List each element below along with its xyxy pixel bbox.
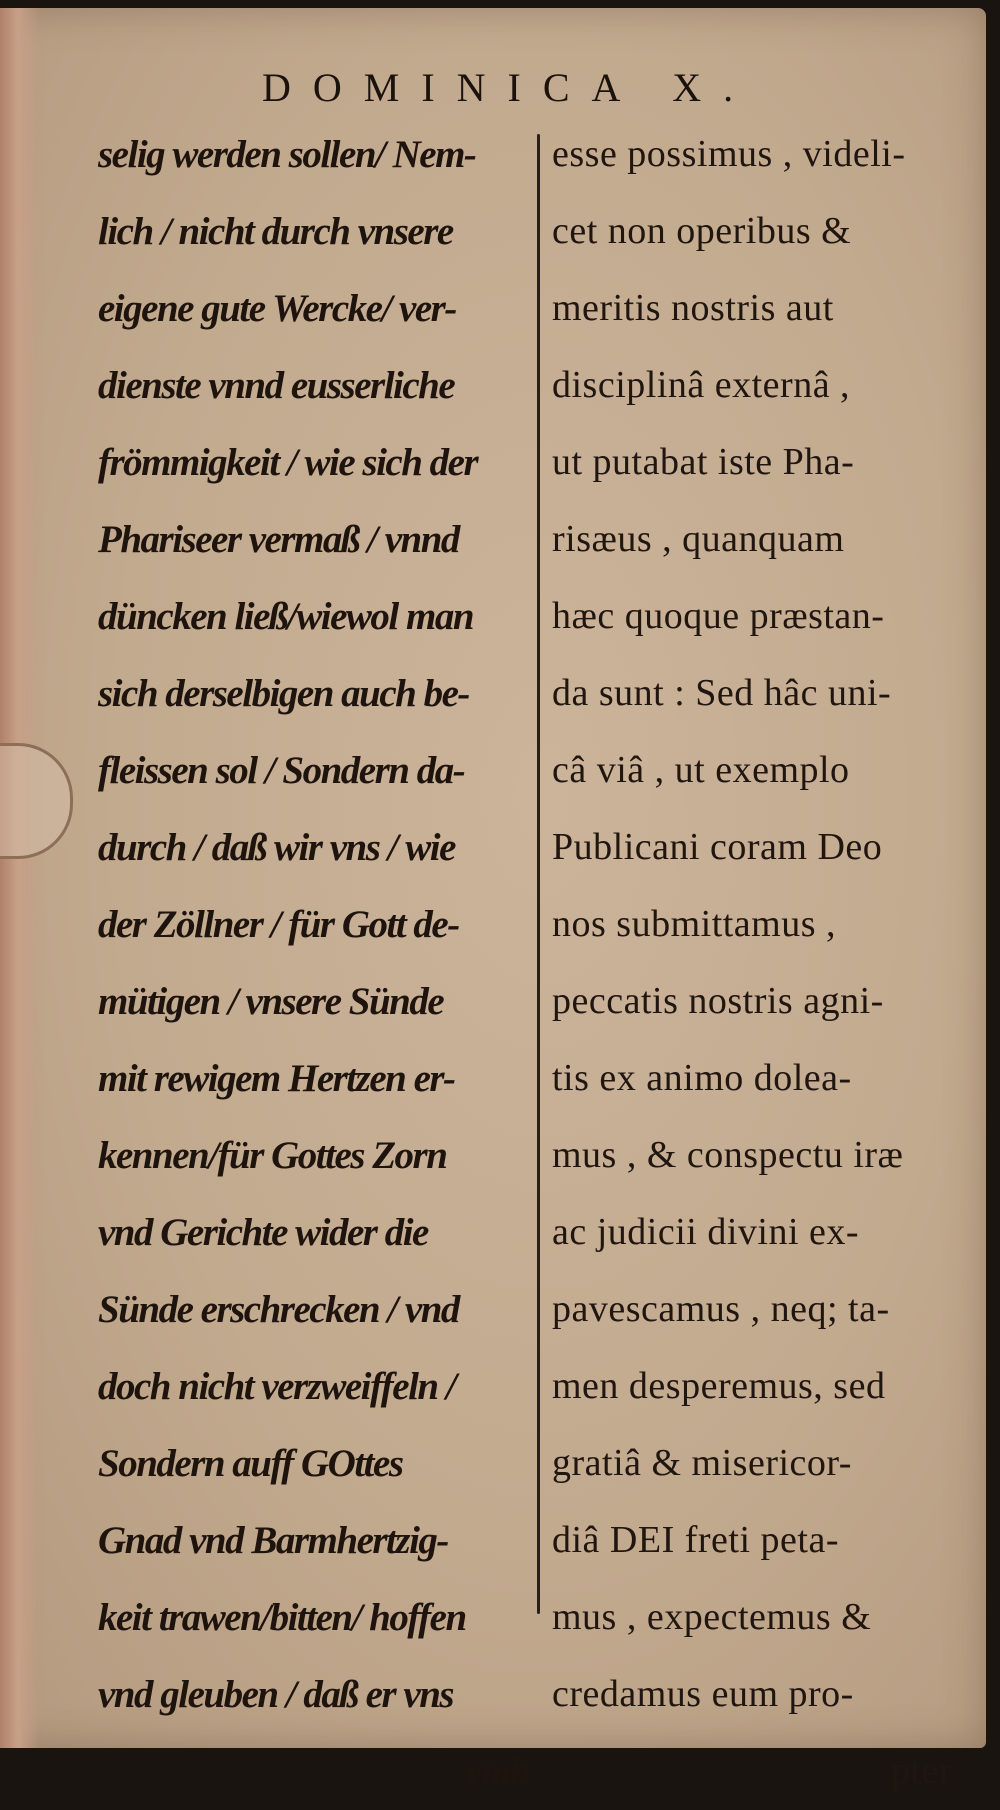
latin-line: peccatis nostris agni-	[552, 980, 884, 1022]
latin-line: cet non operibus &	[552, 210, 852, 252]
latin-line: Publicani coram Deo	[552, 826, 883, 868]
german-line: keit trawen/bitten/ hoffen	[98, 1596, 466, 1639]
latin-column	[552, 116, 952, 1810]
latin-line: meritis nostris aut	[552, 287, 834, 329]
german-line: düncken ließ/wiewol man	[98, 595, 474, 638]
latin-catchword: pter	[890, 1750, 952, 1792]
german-line: doch nicht verzweiffeln /	[98, 1365, 456, 1408]
german-line: sich derselbigen auch be-	[98, 672, 469, 715]
latin-line: câ viâ , ut exemplo	[552, 749, 850, 791]
german-line: der Zöllner / für Gott de-	[98, 903, 459, 946]
column-divider	[537, 134, 540, 1614]
latin-line: da sunt : Sed hâc uni-	[552, 672, 892, 714]
latin-line: disciplinâ externâ ,	[552, 364, 851, 406]
german-line: mit rewigem Hertzen er-	[98, 1057, 455, 1100]
latin-line: men desperemus, sed	[552, 1365, 886, 1407]
latin-line: ac judicii divini ex-	[552, 1211, 860, 1253]
german-line: durch / daß wir vns / wie	[98, 826, 455, 869]
german-line: dienste vnnd eusserliche	[98, 364, 455, 407]
german-line: Phariseer vermaß / vnnd	[98, 518, 459, 561]
page-edge	[0, 8, 40, 1748]
german-line: Sondern auff GOttes	[98, 1442, 403, 1485]
latin-line: nos submittamus ,	[552, 903, 837, 945]
german-line: Sünde erschrecken / vnd	[98, 1288, 459, 1331]
latin-line: pavescamus , neq; ta-	[552, 1288, 890, 1330]
bookmark-tab	[0, 743, 73, 859]
latin-line: esse possimus , videli-	[552, 133, 906, 175]
german-line: frömmigkeit / wie sich der	[98, 441, 478, 484]
german-column	[98, 116, 528, 1810]
latin-line: mus , & conspectu iræ	[552, 1134, 904, 1176]
latin-line: gratiâ & misericor-	[552, 1442, 852, 1484]
book-page	[0, 8, 986, 1793]
german-catchword: vmb	[465, 1750, 528, 1793]
latin-line: risæus , quanquam	[552, 518, 845, 560]
german-line: kennen/für Gottes Zorn	[98, 1134, 447, 1177]
german-line: fleissen sol / Sondern da-	[98, 749, 465, 792]
german-line: mütigen / vnsere Sünde	[98, 980, 444, 1023]
german-line: vnd Gerichte wider die	[98, 1211, 428, 1254]
german-line: selig werden sollen/ Nem-	[98, 133, 476, 176]
latin-line: ut putabat iste Pha-	[552, 441, 855, 483]
latin-line: mus , expectemus &	[552, 1596, 872, 1638]
latin-line: hæc quoque præstan-	[552, 595, 885, 637]
german-line: eigene gute Wercke/ ver-	[98, 287, 456, 330]
latin-line: diâ DEI freti peta-	[552, 1519, 839, 1561]
german-line: lich / nicht durch vnsere	[98, 210, 453, 253]
latin-line: credamus eum pro-	[552, 1673, 854, 1715]
german-line: Gnad vnd Barmhertzig-	[98, 1519, 448, 1562]
latin-line: tis ex animo dolea-	[552, 1057, 852, 1099]
german-line: vnd gleuben / daß er vns	[98, 1673, 454, 1716]
running-head: DOMINICA X.	[262, 65, 756, 110]
